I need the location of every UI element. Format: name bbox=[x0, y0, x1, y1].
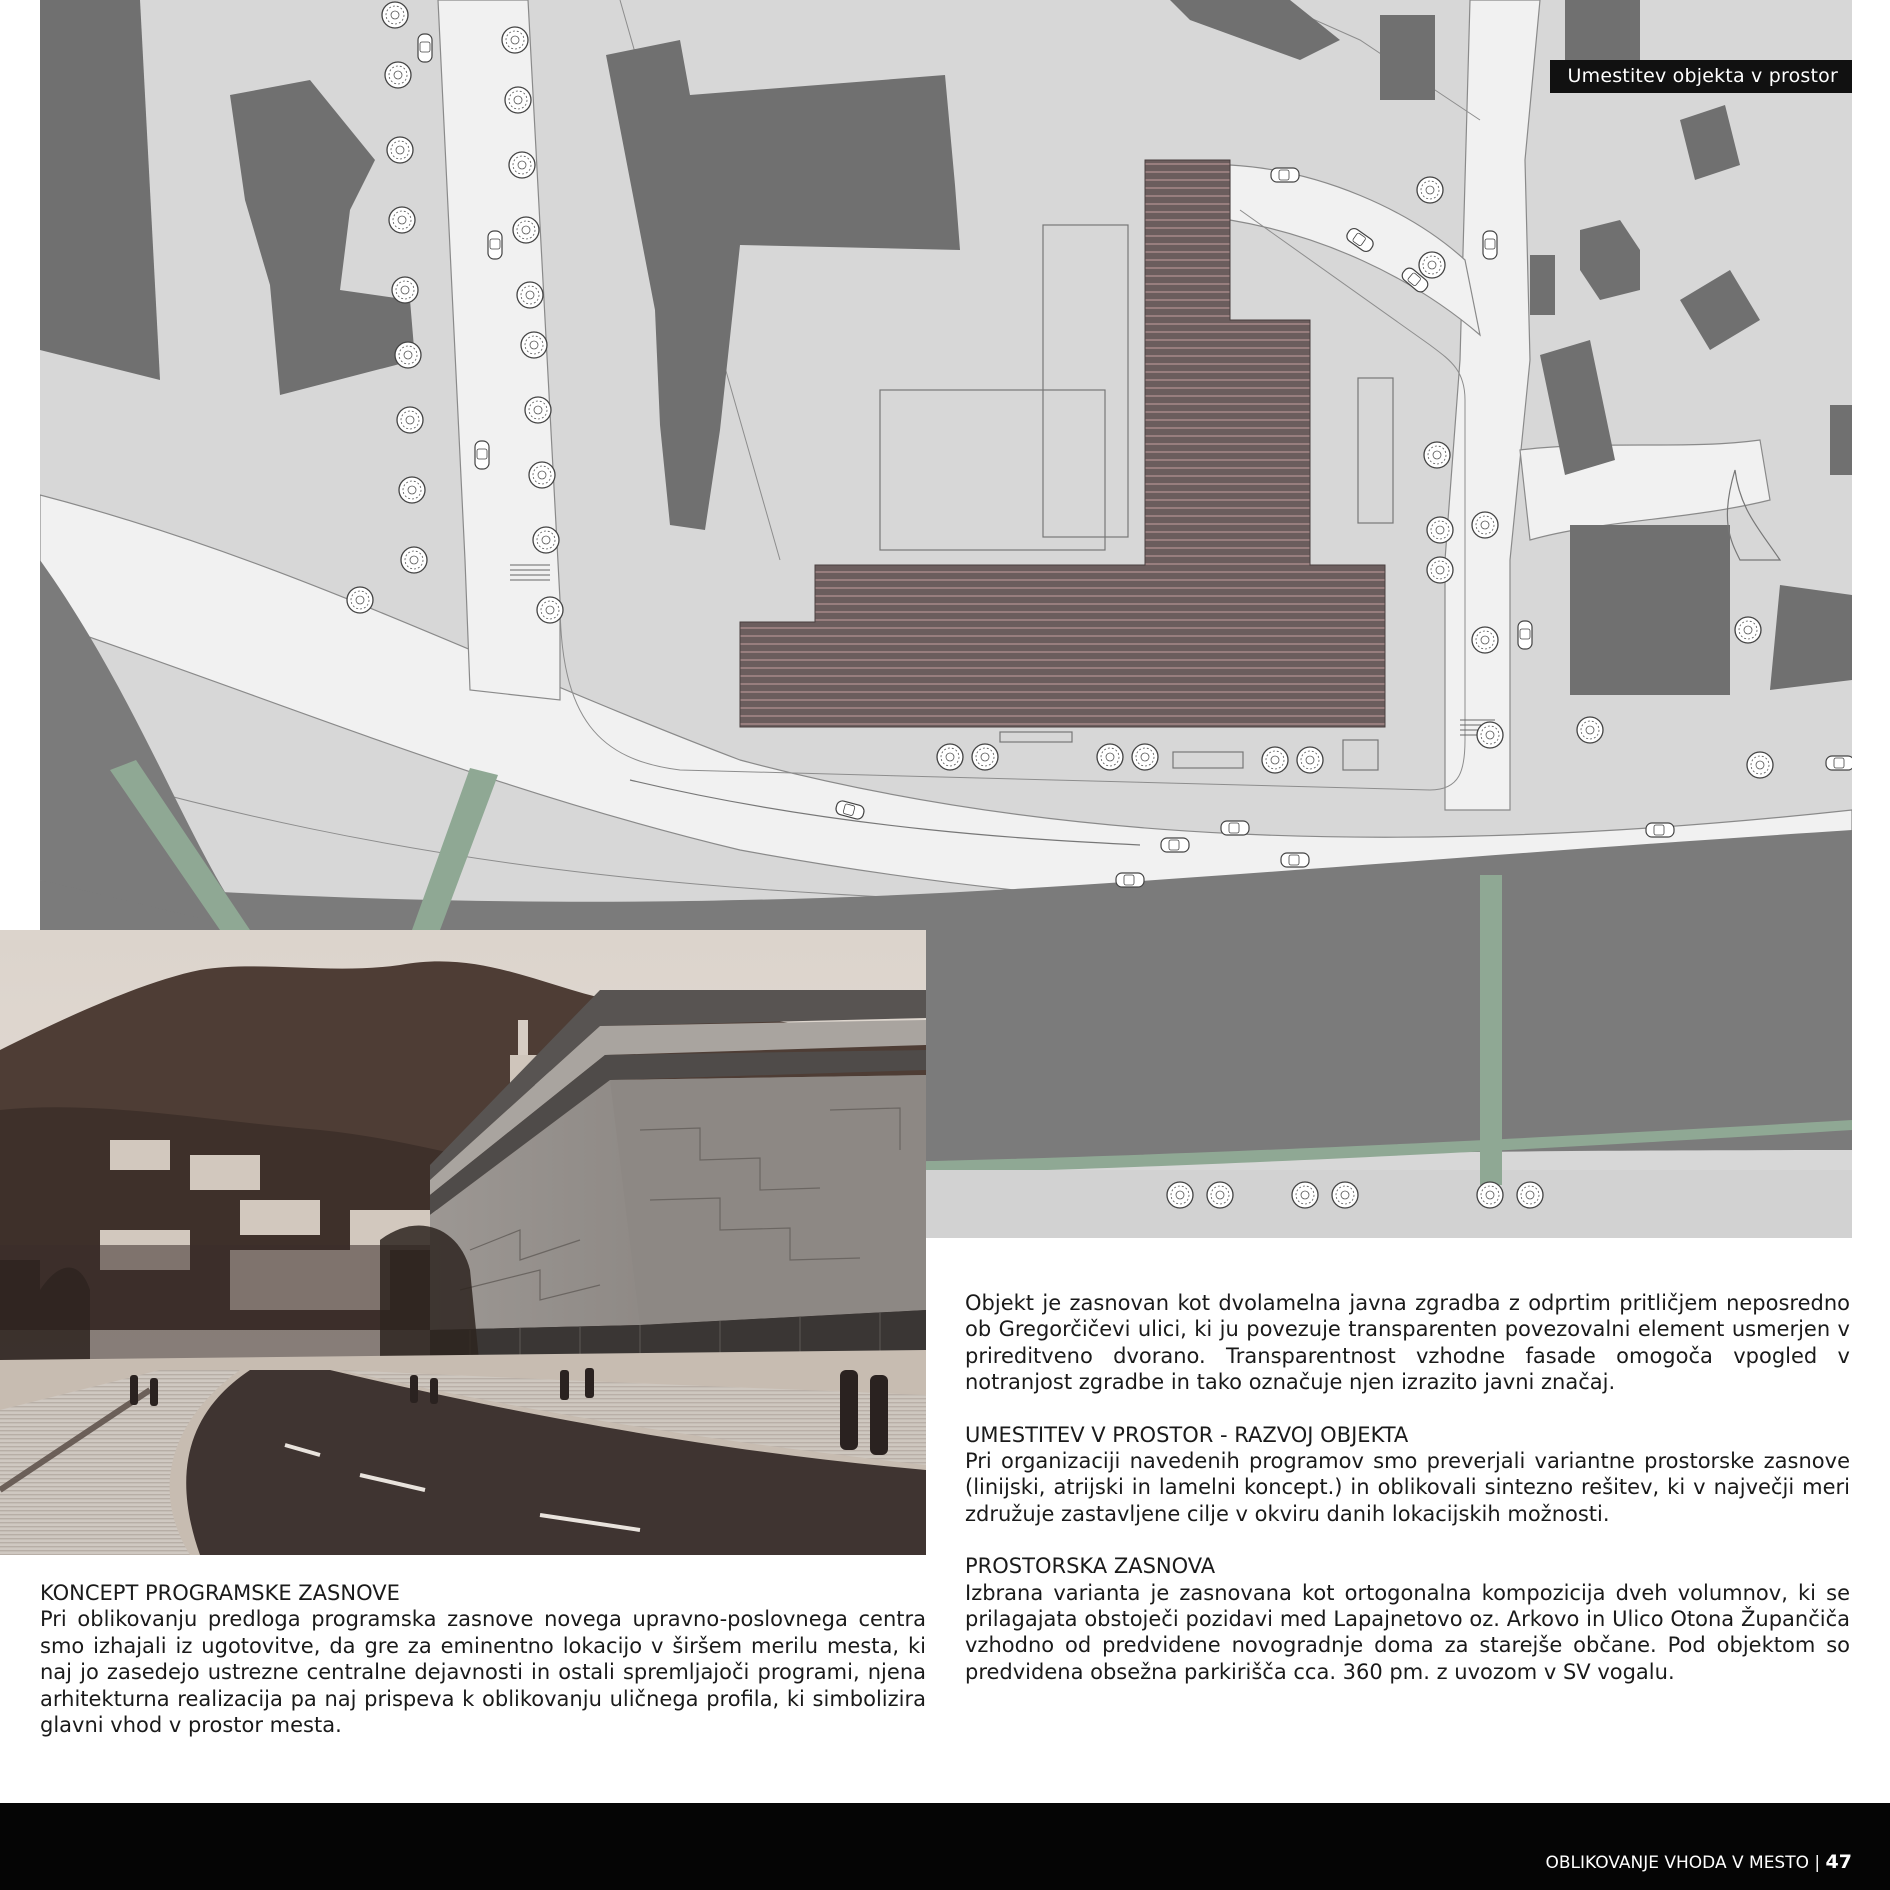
footer-running-title bbox=[1546, 1851, 1853, 1873]
footer-separator: | bbox=[1814, 1853, 1821, 1873]
placement-paragraph: Pri organizaciji navedenih programov smo preverjali variantne prostorske zasnove (linijski, atrijski in lamelni koncept.) in oblikovali sintezno rešitev, ki v največji meri združuje zastavljene cilje v okviru danih lokacijskih možnosti. bbox=[965, 1449, 1850, 1526]
section-title-tab: Umestitev objekta v prostor bbox=[1550, 60, 1853, 93]
left-text-column bbox=[40, 1580, 926, 1738]
placement-heading: UMESTITEV V PROSTOR - RAZVOJ OBJEKTA bbox=[965, 1422, 1409, 1447]
footer-bar bbox=[0, 1803, 1890, 1890]
spatial-paragraph: Izbrana varianta je zasnovana kot ortogonalna kompozicija dveh volumnov, ki se prilagajata obstoječi pozidavi med Lapajnetovo oz. Arkovo in Ulico Otona Župančiča vzhodno od predvidene novogradnje doma za starejše občane. Pod objektom so predvidena obsežna parkirišča cca. 360 pm. z uvozom v SV vogalu. bbox=[965, 1580, 1850, 1684]
building-rendering-photo bbox=[0, 930, 926, 1555]
concept-heading: KONCEPT PROGRAMSKE ZASNOVE bbox=[40, 1581, 400, 1605]
concept-paragraph: Pri oblikovanju predloga programska zasnove novega upravno-poslovnega centra smo izhajali iz ugotovitve, da gre za eminentno lokacijo v širšem merilu mesta, ki naj jo zasedejo ustrezne centralne dejavnosti in ostali spremljajoči programi, njena arhitekturna realizacija pa naj prispeva k oblikovanju uličnega profila, ki simbolizira glavni vhod v prostor mesta. bbox=[40, 1607, 926, 1738]
spatial-heading: PROSTORSKA ZASNOVA bbox=[965, 1554, 1216, 1579]
intro-paragraph: Objekt je zasnovan kot dvolamelna javna zgradba z odprtim pritličjem neposredno ob Gregorčičevi ulici, ki ju povezuje transparenten povezovalni element usmerjen v prireditveno dvorano. Transparentnost vzhodne fasade omogoča vpogled v notranjost zgradbe in tako označuje njen izrazito javni značaj. bbox=[965, 1291, 1850, 1395]
page-number: 47 bbox=[1825, 1851, 1852, 1873]
footer-title: OBLIKOVANJE VHODA V MESTO bbox=[1545, 1853, 1809, 1873]
right-text-column bbox=[965, 1290, 1850, 1685]
